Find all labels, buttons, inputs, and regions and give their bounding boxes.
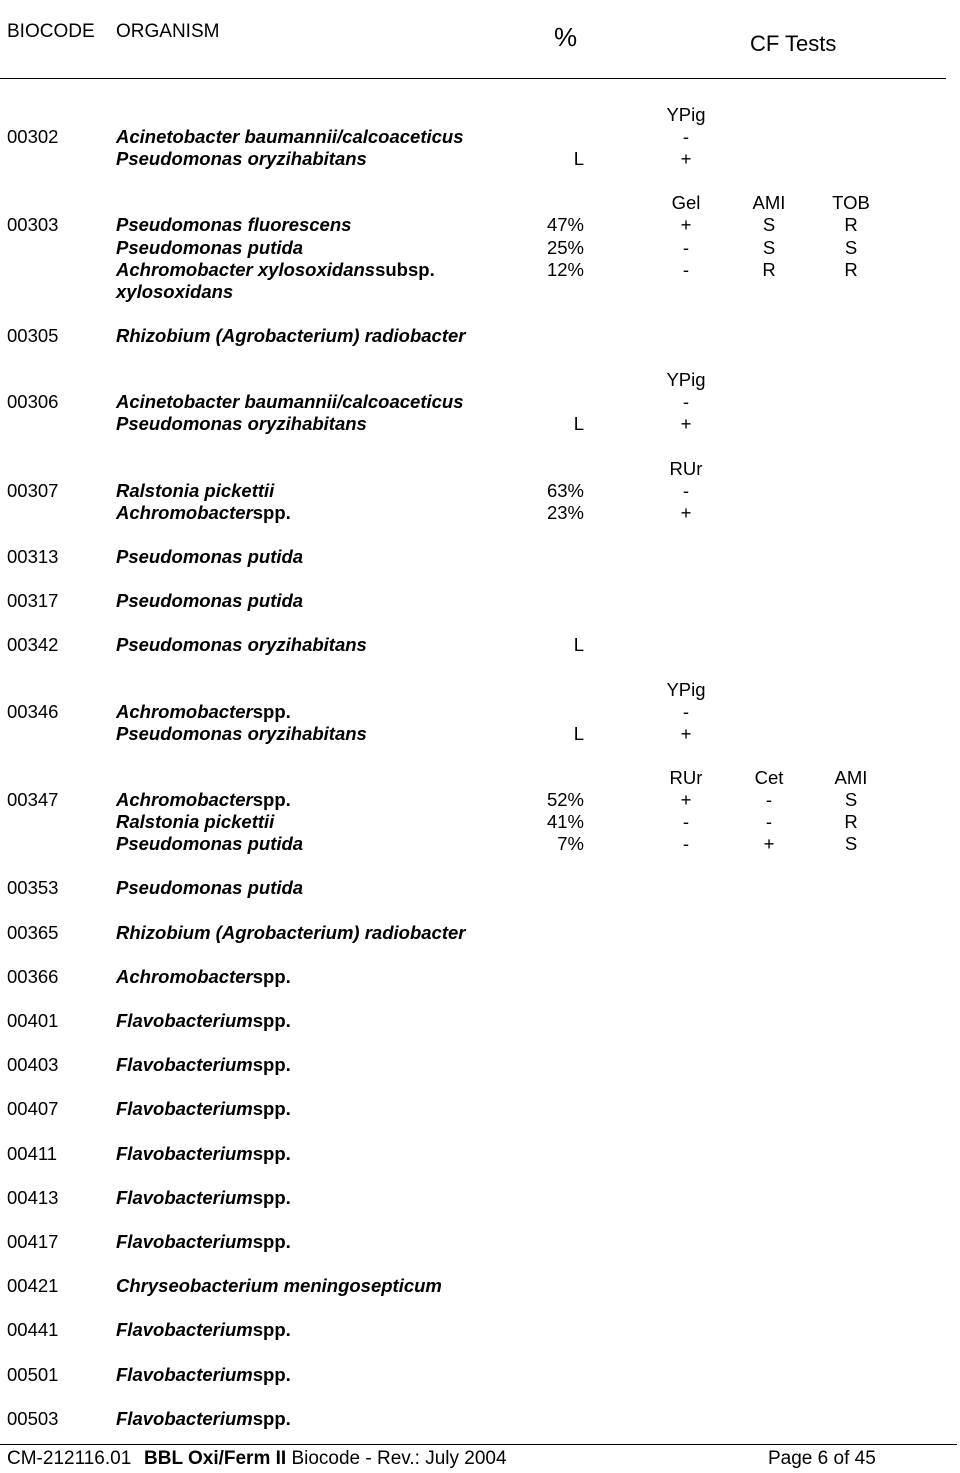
percent-value: 63%	[546, 479, 584, 501]
organism-suffix: spp.	[252, 1054, 291, 1076]
table-row	[0, 237, 960, 259]
test-header-row	[0, 767, 960, 789]
table-row	[0, 877, 960, 899]
test-result: +	[680, 501, 692, 523]
biocode: 00403	[7, 1054, 59, 1076]
table-row	[0, 811, 960, 833]
organism-name: Rhizobium (Agrobacterium) radiobacter	[116, 921, 466, 943]
table-row	[0, 1364, 960, 1386]
organism-name: Acinetobacter baumannii/calcoaceticus	[116, 391, 464, 413]
table-row	[0, 1010, 960, 1032]
organism-suffix: spp.	[252, 1407, 291, 1429]
organism-name: Flavobacterium spp.	[116, 1407, 291, 1429]
biocode: 00313	[7, 545, 59, 567]
organism-name: Pseudomonas fluorescens	[116, 214, 352, 236]
organism-name: Flavobacterium spp.	[116, 1363, 291, 1385]
test-result: R	[844, 811, 858, 833]
biocode: 00302	[7, 126, 59, 147]
organism-name: xylosoxidans	[116, 280, 234, 302]
organism-name: Pseudomonas oryzihabitans	[116, 413, 367, 435]
test-result: -	[682, 126, 690, 147]
biocode: 00306	[7, 391, 59, 413]
test-result: -	[682, 258, 690, 280]
organism-name: Pseudomonas putida	[116, 877, 304, 899]
table-row	[0, 281, 960, 303]
organism-name: Rhizobium (Agrobacterium) radiobacter	[116, 324, 466, 346]
organism-name: Achromobacter spp.	[116, 789, 291, 810]
organism-name: Flavobacterium spp.	[116, 1098, 291, 1120]
percent-value: 52%	[546, 789, 584, 810]
percent-value: L	[573, 148, 584, 170]
test-result: +	[680, 789, 692, 810]
table-row	[0, 723, 960, 745]
table-row	[0, 789, 960, 811]
test-result: -	[682, 700, 690, 722]
test-name: RUr	[669, 766, 703, 788]
percent-value: 47%	[546, 214, 584, 236]
biocode: 00305	[7, 324, 59, 346]
organism-name: Flavobacterium spp.	[116, 1231, 291, 1252]
table-row	[0, 1231, 960, 1253]
biocode: 00407	[7, 1098, 59, 1120]
table-row	[0, 1319, 960, 1341]
organism-suffix: subsp.	[375, 258, 435, 280]
biocode: 00503	[7, 1407, 59, 1429]
test-result: R	[844, 214, 858, 236]
organism-name: Flavobacterium spp.	[116, 1186, 291, 1208]
organism-suffix: spp.	[252, 1142, 291, 1164]
organism-name: Pseudomonas oryzihabitans	[116, 634, 367, 656]
percent-value: L	[573, 722, 584, 744]
biocode: 00417	[7, 1231, 59, 1252]
table-row	[0, 1275, 960, 1297]
organism-name: Chryseobacterium meningosepticum	[116, 1275, 442, 1297]
organism-name: Flavobacterium spp.	[116, 1319, 291, 1341]
table-row	[0, 1143, 960, 1165]
test-header-row	[0, 369, 960, 391]
test-result: S	[762, 214, 776, 236]
table-row	[0, 502, 960, 524]
organism-name: Pseudomonas putida	[116, 545, 304, 567]
test-result: R	[762, 258, 776, 280]
percent-value: 23%	[546, 501, 584, 523]
percent-value: 41%	[546, 811, 584, 833]
organism-suffix: spp.	[252, 501, 291, 523]
biocode: 00307	[7, 479, 59, 501]
test-result: +	[680, 722, 692, 744]
table-row	[0, 480, 960, 502]
table-row	[0, 148, 960, 170]
organism-suffix: spp.	[252, 1098, 291, 1120]
organism-name: Achromobacter spp.	[116, 501, 291, 523]
organism-name: Flavobacterium spp.	[116, 1142, 291, 1164]
organism-name: Pseudomonas oryzihabitans	[116, 148, 367, 170]
organism-suffix: spp.	[252, 1231, 291, 1252]
test-result: -	[765, 811, 773, 833]
biocode: 00501	[7, 1363, 59, 1385]
test-name: YPig	[666, 103, 706, 125]
test-name: RUr	[669, 457, 703, 479]
test-result: S	[762, 236, 776, 258]
test-name: AMI	[834, 766, 868, 788]
percent-value: L	[573, 634, 584, 656]
organism-name: Flavobacterium spp.	[116, 1010, 291, 1031]
table-row	[0, 325, 960, 347]
biocode: 00413	[7, 1186, 59, 1208]
table-row	[0, 833, 960, 855]
test-header-row	[0, 458, 960, 480]
table-row	[0, 1054, 960, 1076]
table-row	[0, 1187, 960, 1209]
organism-name: Pseudomonas putida	[116, 236, 304, 258]
table-row	[0, 546, 960, 568]
test-result: +	[680, 413, 692, 435]
table-row	[0, 214, 960, 236]
table-row	[0, 966, 960, 988]
test-header-row	[0, 104, 960, 126]
organism-suffix: spp.	[252, 1319, 291, 1341]
organism-suffix: spp.	[252, 1186, 291, 1208]
header-organism: ORGANISM	[116, 21, 220, 42]
organism-name: Achromobacter xylosoxidans subsp.	[116, 258, 435, 280]
table-row	[0, 701, 960, 723]
test-result: -	[682, 236, 690, 258]
test-result: S	[844, 789, 858, 810]
organism-suffix: spp.	[252, 965, 291, 987]
table-row	[0, 1408, 960, 1430]
biocode: 00421	[7, 1275, 59, 1297]
percent-value: 7%	[557, 833, 584, 855]
organism-name: Achromobacter spp.	[116, 700, 291, 722]
organism-name: Ralstonia pickettii	[116, 811, 275, 833]
header-biocode: BIOCODE	[7, 21, 95, 42]
footer-title-rest: Biocode - Rev.: July 2004	[286, 1448, 507, 1469]
test-result: -	[765, 789, 773, 810]
test-result: -	[682, 479, 690, 501]
table-row	[0, 259, 960, 281]
test-name: AMI	[752, 192, 786, 214]
organism-name: Ralstonia pickettii	[116, 479, 275, 501]
table-row	[0, 126, 960, 148]
table-row	[0, 634, 960, 656]
header-percent: %	[554, 22, 578, 52]
footer-document-code: CM-212116.01	[7, 1448, 132, 1469]
footer-divider	[0, 1444, 957, 1445]
test-name: TOB	[832, 192, 870, 214]
header-divider	[0, 78, 946, 79]
test-header-row	[0, 192, 960, 214]
percent-value: 12%	[546, 258, 584, 280]
organism-suffix: spp.	[252, 789, 291, 810]
test-result: +	[680, 214, 692, 236]
footer-page-number: Page 6 of 45	[768, 1448, 876, 1469]
biocode: 00401	[7, 1010, 59, 1031]
test-result: R	[844, 258, 858, 280]
header-cf-tests: CF Tests	[750, 31, 837, 56]
test-result: +	[680, 148, 692, 170]
biocode: 00365	[7, 921, 59, 943]
biocode: 00366	[7, 965, 59, 987]
biocode: 00411	[7, 1142, 58, 1164]
test-name: YPig	[666, 369, 706, 391]
test-name: YPig	[666, 678, 706, 700]
biocode: 00441	[7, 1319, 59, 1341]
table-header	[0, 0, 960, 80]
organism-suffix: spp.	[252, 700, 291, 722]
biocode: 00303	[7, 214, 59, 236]
test-result: -	[682, 811, 690, 833]
test-name: Gel	[671, 192, 701, 214]
biocode: 00347	[7, 789, 59, 810]
biocode: 00317	[7, 590, 59, 612]
table-row	[0, 413, 960, 435]
table-row	[0, 1098, 960, 1120]
organism-name: Pseudomonas oryzihabitans	[116, 722, 367, 744]
percent-value: L	[573, 413, 584, 435]
organism-name: Achromobacter spp.	[116, 965, 291, 987]
footer-title-bold: BBL Oxi/Ferm II	[144, 1448, 287, 1469]
biocode: 00342	[7, 634, 59, 656]
test-result: S	[844, 833, 858, 855]
organism-suffix: spp.	[252, 1010, 291, 1031]
table-row	[0, 590, 960, 612]
test-result: S	[844, 236, 858, 258]
test-header-row	[0, 679, 960, 701]
table-row	[0, 391, 960, 413]
test-name: Cet	[754, 766, 784, 788]
table-row	[0, 922, 960, 944]
test-result: -	[682, 391, 690, 413]
percent-value: 25%	[546, 236, 584, 258]
organism-name: Acinetobacter baumannii/calcoaceticus	[116, 126, 464, 147]
organism-suffix: spp.	[252, 1363, 291, 1385]
organism-name: Pseudomonas putida	[116, 590, 304, 612]
test-result: -	[682, 833, 690, 855]
page-footer	[0, 1444, 960, 1473]
biocode: 00353	[7, 877, 59, 899]
organism-name: Flavobacterium spp.	[116, 1054, 291, 1076]
test-result: +	[763, 833, 775, 855]
footer-title	[144, 1448, 507, 1470]
biocode: 00346	[7, 700, 59, 722]
organism-name: Pseudomonas putida	[116, 833, 304, 855]
